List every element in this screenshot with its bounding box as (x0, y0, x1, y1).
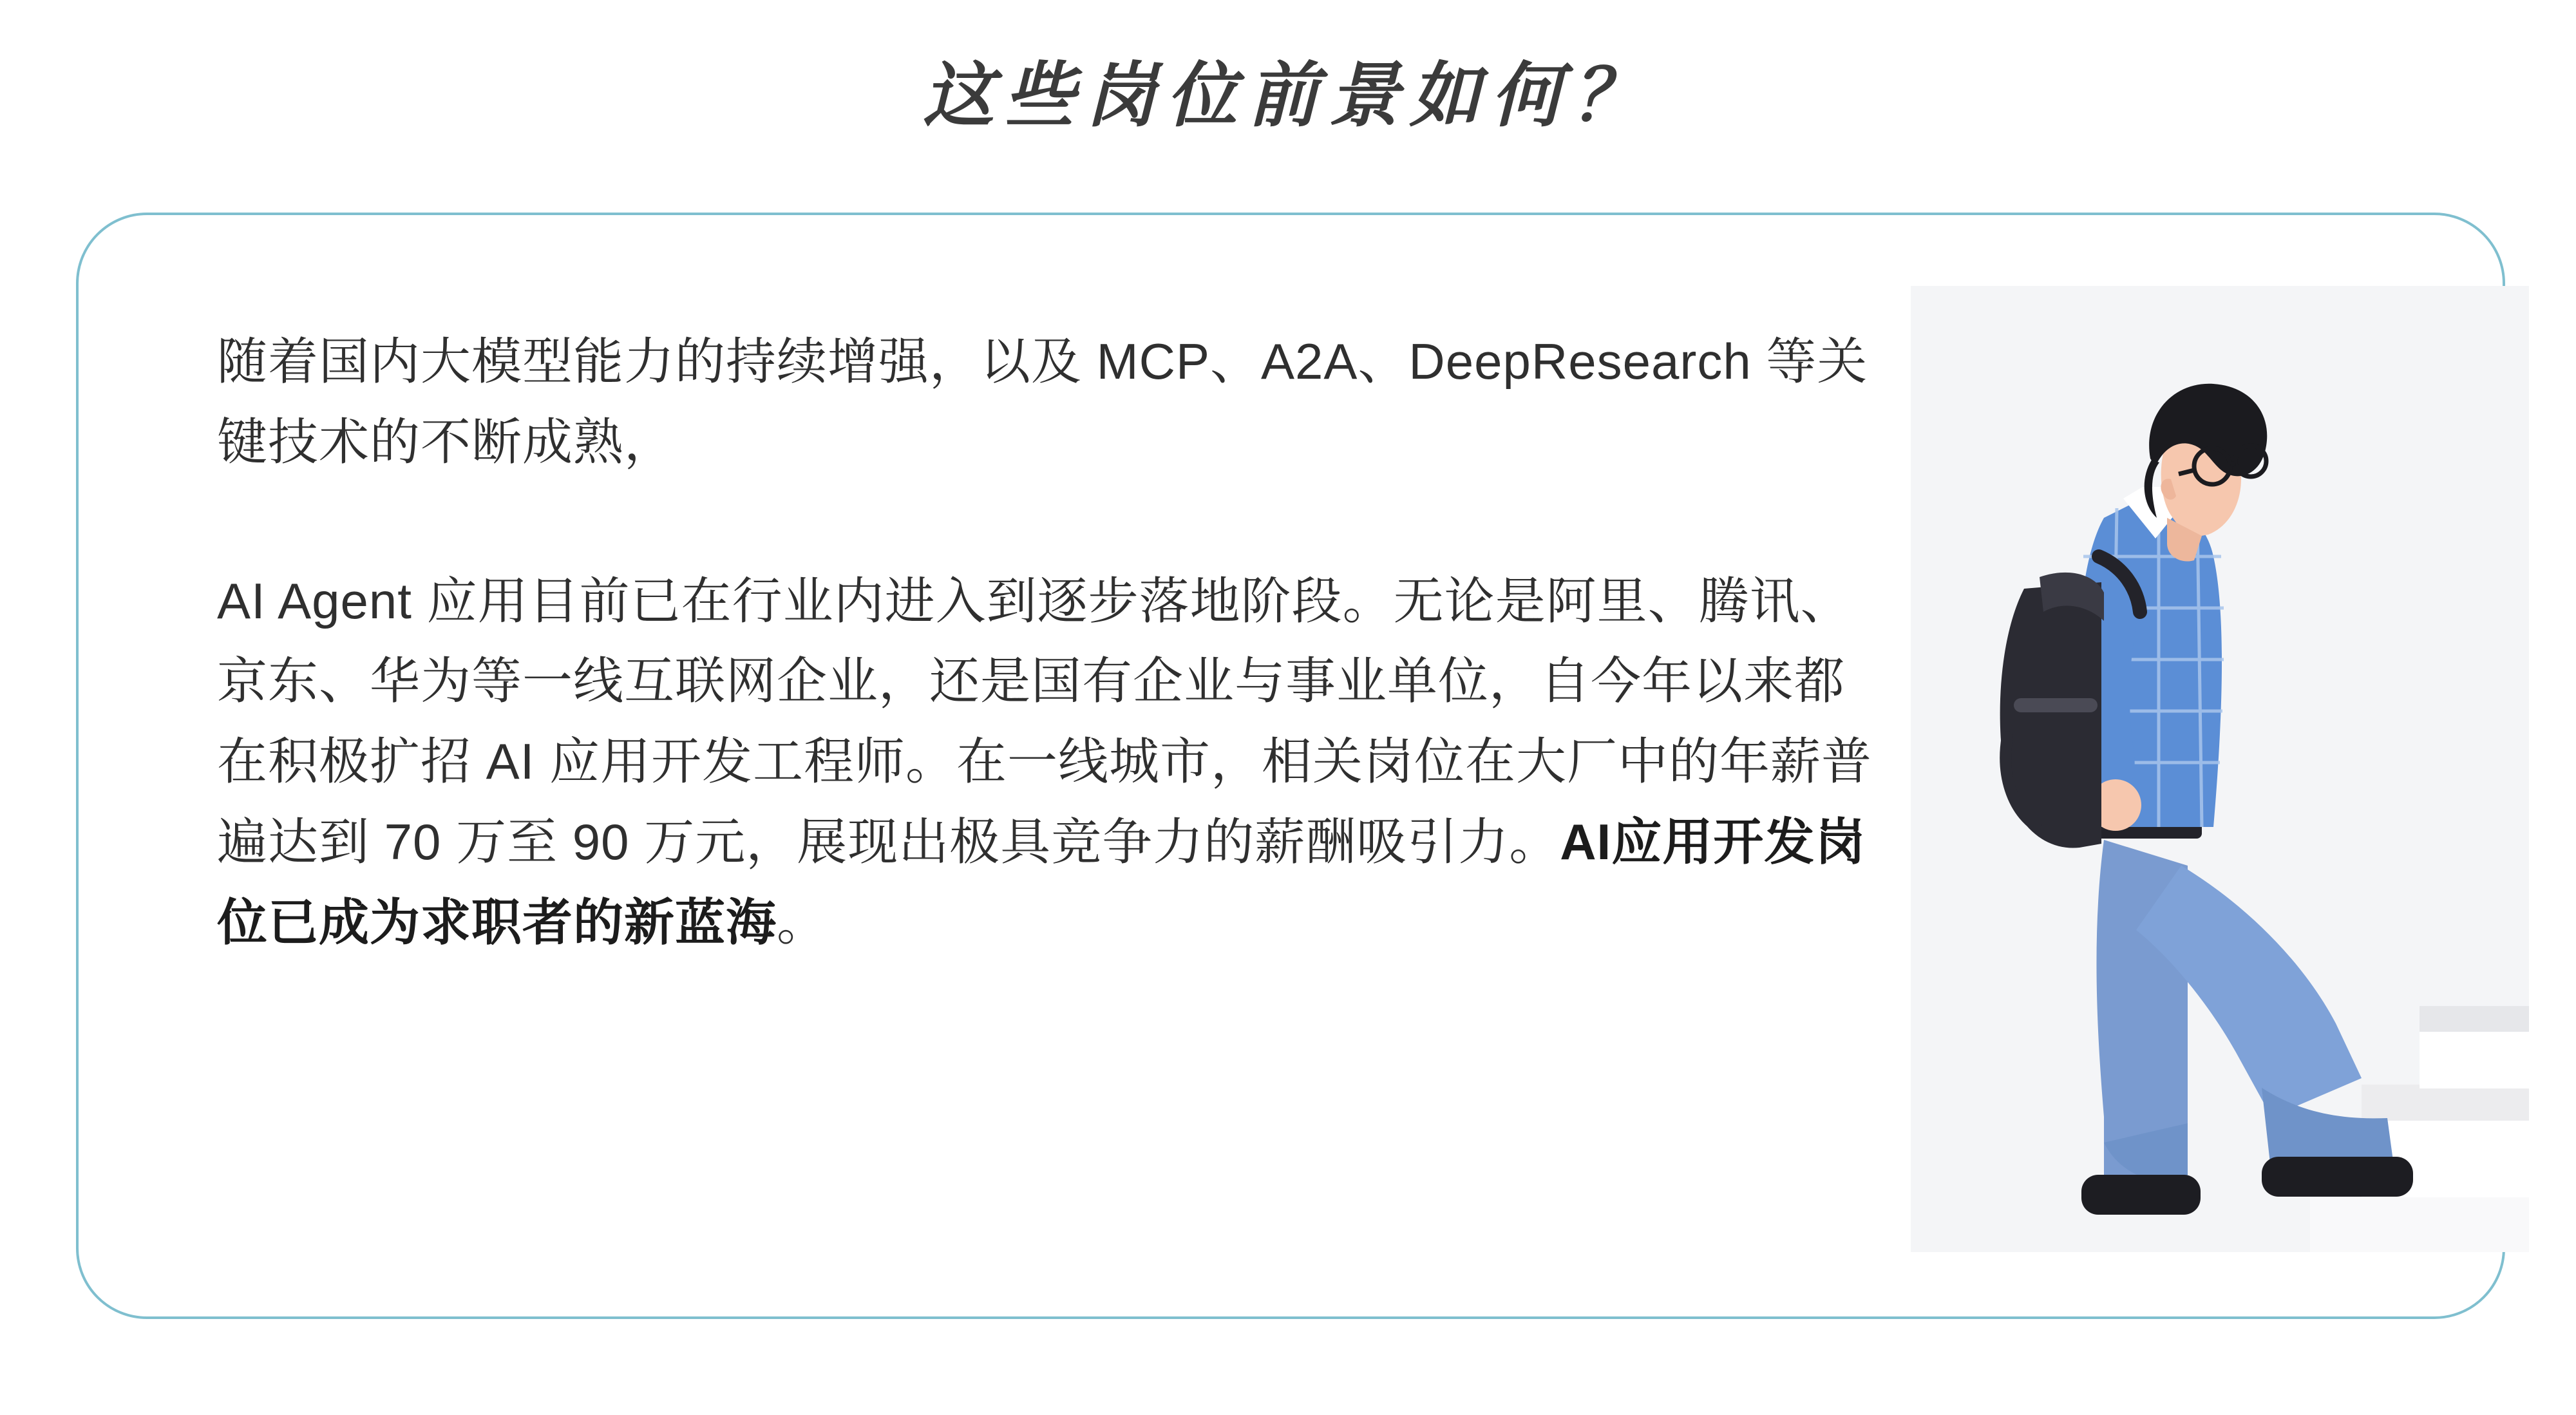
illustration-svg (1911, 286, 2529, 1252)
person-climbing-stairs-illustration (1911, 286, 2529, 1252)
paragraph-2-run-1: AI Agent 应用目前已在行业内进入到逐步落地阶段。无论是阿里、腾讯、京东、华为等一线互联网企业，还是国有企业与事业单位，自今年以来都在积极扩招 AI 应用开发工程师。在一线城市，相关岗位在大厂中的年薪普遍达到 70 万至 90 万元，展现出极具竞争力的薪酬吸引力。 (217, 572, 1873, 870)
paragraph-1-run-1: 随着国内大模型能力的持续增强，以及 MCP、A2A、DeepResearch 等关键技术的不断成熟， (217, 333, 1868, 470)
body-text-block (217, 321, 1891, 963)
paragraph-1 (217, 321, 1891, 482)
paragraph-2-highlight: AI应用开发岗位已成为求职者的新蓝海 (217, 813, 1866, 951)
paragraph-2-run-3: 。 (777, 893, 828, 951)
paragraph-2 (217, 561, 1891, 963)
content-card (76, 213, 2505, 1319)
figure-legs (2081, 840, 2413, 1215)
page-title: 这些岗位前景如何？ (923, 56, 1653, 135)
